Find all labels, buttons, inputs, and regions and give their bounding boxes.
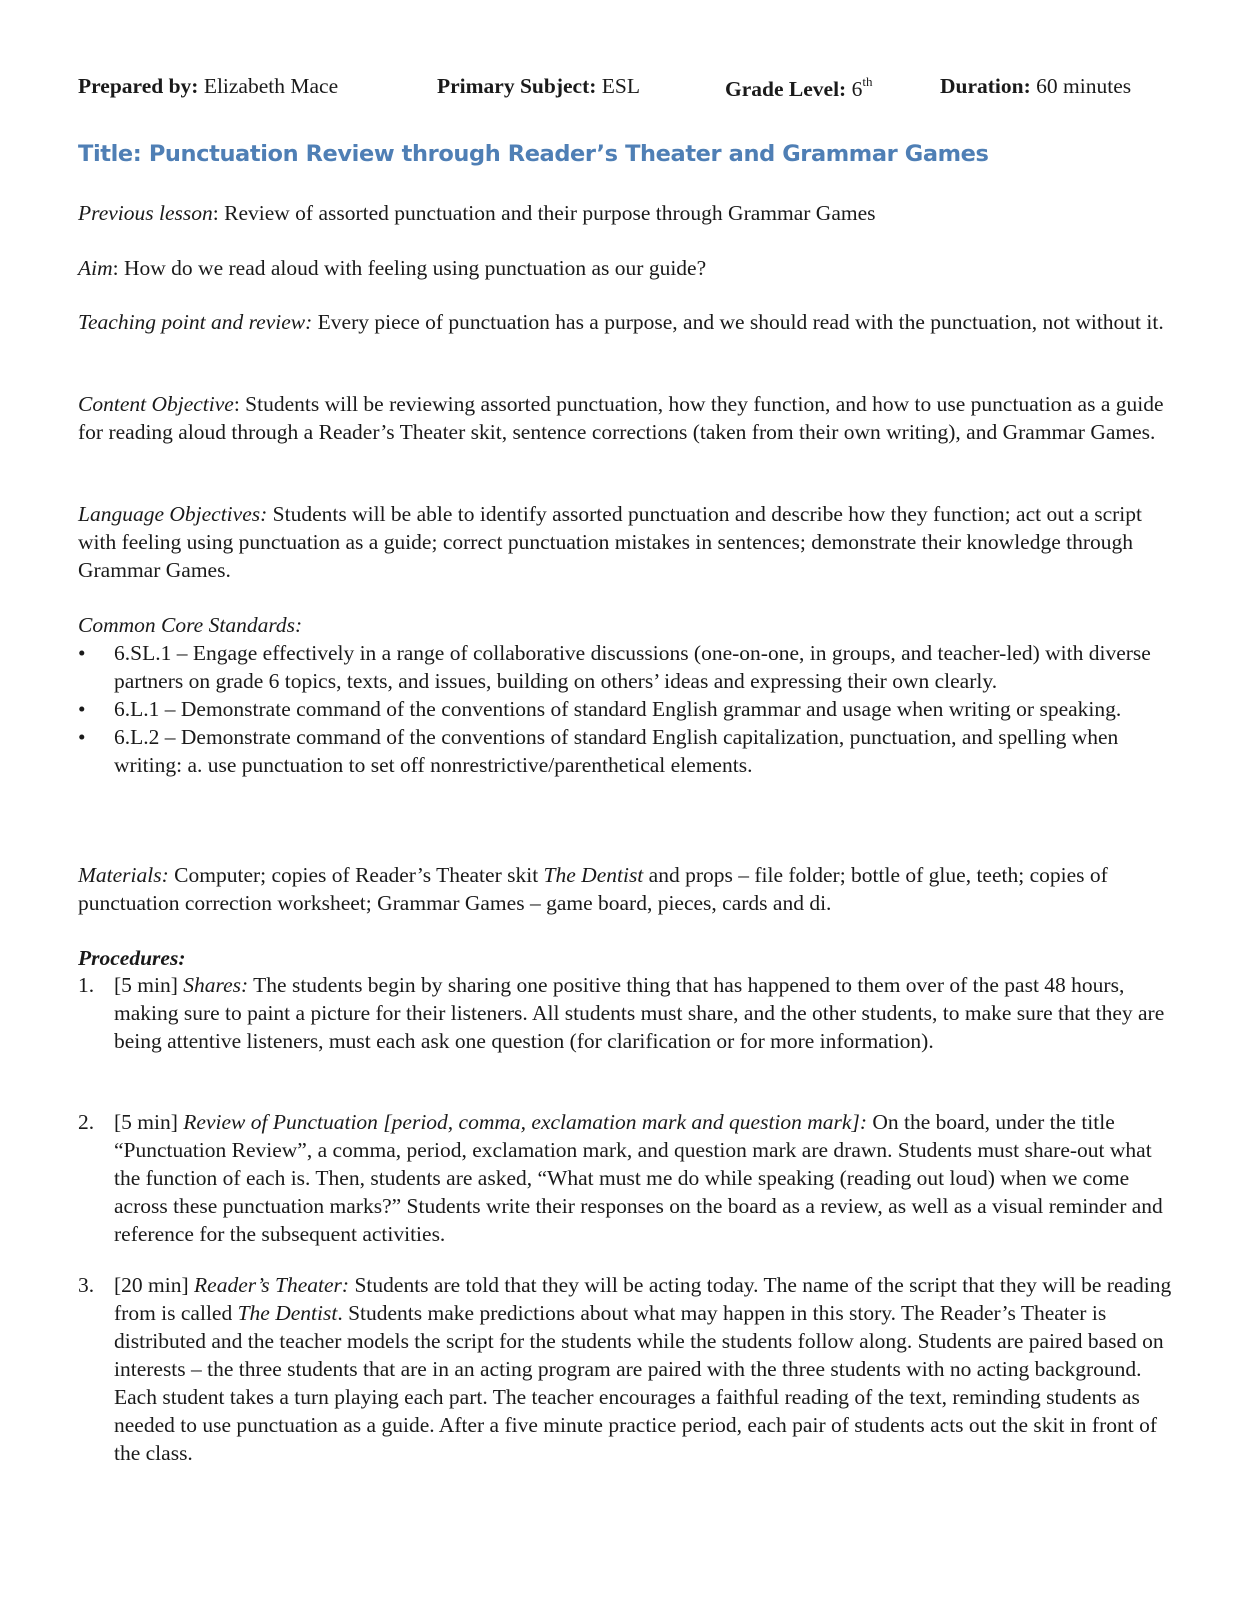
- bullet-icon: •: [78, 725, 86, 749]
- standard-item: • 6.L.1 – Demonstrate command of the conventions of standard English grammar and usage when writing or speaking.: [78, 697, 1122, 721]
- procedures-heading: Procedures:: [78, 946, 186, 970]
- content-objective: Content Objective: Students will be reviewing assorted punctuation, how they function, and how to use punctuation as a guide for reading aloud through a Reader’s Theater skit, sentence corrections (taken from their own writing), and Grammar Games.: [78, 392, 1164, 444]
- procedure-item: 1. [5 min] Shares: The students begin by sharing one positive thing that has happened to them over of the past 48 hours, making sure to paint a picture for their listeners. All students must share, and the other students, to make sure that they are being attentive listeners, must each ask one question (for clarification or for more information).: [78, 973, 1165, 1053]
- lesson-header: [78, 74, 1176, 106]
- standard-item: • 6.L.2 – Demonstrate command of the conventions of standard English capitalization, punctuation, and spelling when writing: a. use punctuation to set off nonrestrictive/parenthetical elements.: [78, 725, 1119, 777]
- duration: Duration: 60 minutes: [940, 74, 1132, 98]
- teaching-point: Teaching point and review: Every piece of punctuation has a purpose, and we should read with the punctuation, not without it.: [78, 310, 1164, 334]
- aim: Aim: How do we read aloud with feeling using punctuation as our guide?: [78, 256, 707, 280]
- previous-lesson: Previous lesson: Review of assorted punctuation and their purpose through Grammar Games: [78, 201, 876, 225]
- procedures-list: [78, 971, 1176, 1055]
- prepared-by: Prepared by: Elizabeth Mace: [78, 74, 339, 98]
- language-objectives: Language Objectives: Students will be able to identify assorted punctuation and describe how they function; act out a script with feeling using punctuation as a guide; correct punctuation mistakes in sentences; demonstrate their knowledge through Grammar Games.: [78, 502, 1142, 582]
- primary-subject: Primary Subject: ESL: [437, 74, 641, 98]
- procedures-list-3: [78, 1271, 1176, 1467]
- materials: Materials: Computer; copies of Reader’s Theater skit The Dentist and props – file folder; bottle of glue, teeth; copies of punctuation correction worksheet; Grammar Games – game board, pieces, cards and di.: [78, 863, 1108, 915]
- standard-item: • 6.SL.1 – Engage effectively in a range of collaborative discussions (one-on-one, in groups, and teacher-led) with diverse partners on grade 6 topics, texts, and issues, building on others’ ideas and expressing their own clearly.: [78, 641, 1151, 693]
- standards-heading: Common Core Standards:: [78, 613, 303, 637]
- procedure-item: 3. [20 min] Reader’s Theater: Students are told that they will be acting today. The name of the script that they will be reading from is called The Dentist. Students make predictions about what may happen in this story. The Reader’s Theater is distributed and the teacher models the script for the students while the students follow along. Students are paired based on interests – the three students that are in an acting program are paired with the three students with no acting background. Each student takes a turn playing each part. The teacher encourages a faithful reading of the text, reminding students as needed to use punctuation as a guide. After a five minute practice period, each pair of students acts out the skit in front of the class.: [78, 1273, 1172, 1465]
- standards-list: [78, 639, 1176, 779]
- procedure-item: 2. [5 min] Review of Punctuation [period, comma, exclamation mark and question mark]: On the board, under the title “Punctuation Review”, a comma, period, exclamation mark, and question mark are drawn. Students must share-out what the function of each is. Then, students are asked, “What must me do while speaking (reading out loud) when we come across these punctuation marks?” Students write their responses on the board as a review, as well as a visual reminder and reference for the subsequent activities.: [78, 1110, 1163, 1246]
- bullet-icon: •: [78, 641, 86, 665]
- grade-level: Grade Level: 6th: [725, 74, 873, 101]
- lesson-title: Title: Punctuation Review through Reader’s Theater and Grammar Games: [78, 141, 989, 167]
- bullet-icon: •: [78, 697, 86, 721]
- procedures-list-2: [78, 1108, 1176, 1248]
